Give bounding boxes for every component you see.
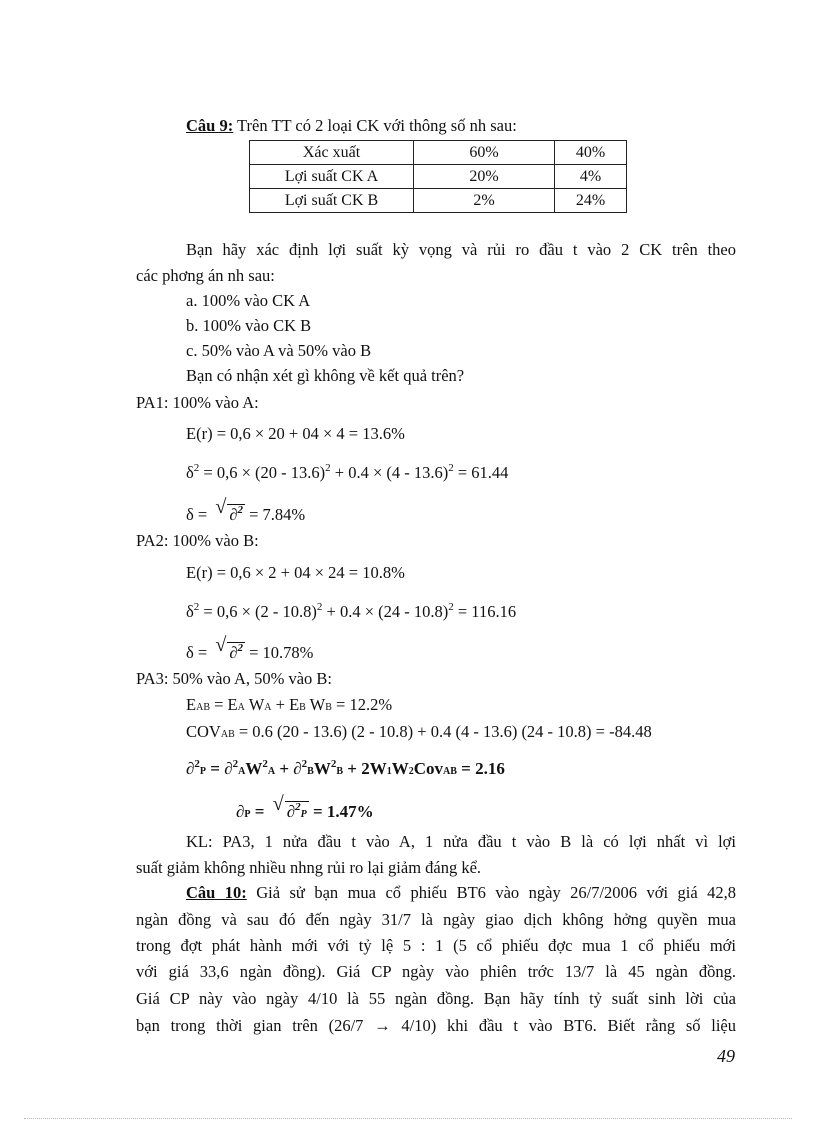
table-cell: 24% <box>555 189 627 213</box>
table-cell: 20% <box>414 165 555 189</box>
question-10-line4: với giá 33,6 ngàn đồng). Giá CP ngày vào phiên trớc 13/7 là 45 ngàn đồng. <box>136 962 736 981</box>
option-c: c. 50% vào A và 50% vào B <box>186 341 372 360</box>
question-10-line5: Giá CP này vào ngày 4/10 là 55 ngàn đồng. Bạn hãy tính tỷ suất sinh lời của <box>136 989 736 1008</box>
sqrt-icon: √ ∂$^2$P <box>272 793 307 821</box>
pa3-portfolio-variance: $\partial^2P = \partial^2AW^2A + \partial^2BW^2B$ + 2W1W2CovAB = 2.16 <box>186 758 505 778</box>
variance-symbol: δ <box>186 602 194 621</box>
eab-result: = 12.2% <box>331 695 393 714</box>
question-9-intro: Trên TT có 2 loại CK với thông số nh sau: <box>237 116 517 135</box>
question-10-line1 <box>186 883 736 903</box>
option-b: b. 100% vào CK B <box>186 316 312 335</box>
pa2-std-dev <box>186 634 314 663</box>
std-dev-symbol: δ = <box>186 505 212 524</box>
pa1-heading: PA1: 100% vào A: <box>136 393 259 412</box>
question-9-header <box>186 116 517 136</box>
question-9-paragraph-line2: các phơng án nh sau: <box>136 266 275 285</box>
variance-symbol: δ <box>186 463 194 482</box>
question-10-line3: trong đợt phát hành mới với tỷ lệ 5 : 1 (5 cổ phiếu đợc mua 1 cổ phiếu mới <box>136 936 736 955</box>
page-number: 49 <box>717 1046 735 1066</box>
variance-term1: = 0,6 × (2 - 10.8) <box>199 602 317 621</box>
question-10-text: Giả sử bạn mua cổ phiếu BT6 vào ngày 26/7/2006 với giá 42,8 <box>246 883 736 902</box>
pa3-portfolio-std-dev: ∂P = √ ∂$^2$P = 1.47% <box>236 797 374 825</box>
portfolio-variance-result: = 2.16 <box>456 759 505 778</box>
portfolio-std-dev-result: = 1.47% <box>308 802 374 821</box>
pa1-expected-return: E(r) = 0,6 × 20 + 04 × 4 = 13.6% <box>186 424 405 443</box>
std-dev-symbol: δ = <box>186 643 212 662</box>
footer-divider <box>24 1118 792 1119</box>
table-cell: Xác xuất <box>250 141 414 165</box>
table-cell: Lợi suất CK A <box>250 165 414 189</box>
variance-term1: = 0,6 × (20 - 13.6) <box>199 463 326 482</box>
question-9-paragraph-line1: Bạn hãy xác định lợi suất kỳ vọng và rủi ro đầu t vào 2 CK trên theo <box>186 240 736 259</box>
variance-result: = 116.16 <box>453 602 517 621</box>
conclusion-line2: suất giảm không nhiều nhng rủi ro lại giảm đáng kể. <box>136 858 482 877</box>
parameter-table <box>249 140 627 213</box>
table-cell: 40% <box>555 141 627 165</box>
table-cell: 4% <box>555 165 627 189</box>
option-a: a. 100% vào CK A <box>186 291 311 310</box>
conclusion-line1: KL: PA3, 1 nửa đầu t vào A, 1 nửa đầu t vào B là có lợi nhất vì lợi <box>186 832 736 851</box>
pa3-eab: EAB = EA WA + EB WB = 12.2% <box>186 695 393 714</box>
question-9-question: Bạn có nhận xét gì không về kết quả trên? <box>186 366 465 385</box>
variance-result: = 61.44 <box>453 463 509 482</box>
table-row <box>250 189 627 213</box>
covariance-result: = 0.6 (20 - 13.6) (2 - 10.8) + 0.4 (4 - 13.6) (24 - 10.8) = -84.48 <box>234 722 652 741</box>
sqrt-icon: √ ∂$^2$ <box>215 634 243 662</box>
table-cell: 2% <box>414 189 555 213</box>
pa3-heading: PA3: 50% vào A, 50% vào B: <box>136 669 333 688</box>
sqrt-icon: √ ∂$^2$ <box>215 496 243 524</box>
table-row <box>250 165 627 189</box>
question-10-line6: bạn trong thời gian trên (26/7 → 4/10) khi đầu t vào BT6. Biết rằng số liệu <box>136 1016 736 1035</box>
question-10-line2: ngàn đồng và sau đó đến ngày 31/7 là ngày giao dịch không hởng quyền mua <box>136 910 736 929</box>
question-10-label: Câu 10: <box>186 883 247 902</box>
table-cell: Lợi suất CK B <box>250 189 414 213</box>
pa2-heading: PA2: 100% vào B: <box>136 531 259 550</box>
pa1-variance: $\delta^2 = 0,6 \times (20 - 13.6)^2 + 0.4 \times (4 - 13.6)^2 = 61.44$ <box>186 462 509 482</box>
pa3-covariance: COVAB = 0.6 (20 - 13.6) (2 - 10.8) + 0.4 (4 - 13.6) (24 - 10.8) = -84.48 <box>186 722 652 741</box>
std-dev-result: = 10.78% <box>245 643 314 662</box>
variance-term2: + 0.4 × (4 - 13.6) <box>330 463 449 482</box>
table-cell: 60% <box>414 141 555 165</box>
pa2-variance: $\delta^2 = 0,6 \times (2 - 10.8)^2 + 0.4 \times (24 - 10.8)^2 = 116.16$ <box>186 601 517 621</box>
table-row <box>250 141 627 165</box>
pa2-expected-return: E(r) = 0,6 × 2 + 04 × 24 = 10.8% <box>186 563 405 582</box>
variance-term2: + 0.4 × (24 - 10.8) <box>322 602 449 621</box>
question-9-label: Câu 9: <box>186 116 234 135</box>
pa1-std-dev <box>186 496 306 525</box>
std-dev-result: = 7.84% <box>245 505 306 524</box>
